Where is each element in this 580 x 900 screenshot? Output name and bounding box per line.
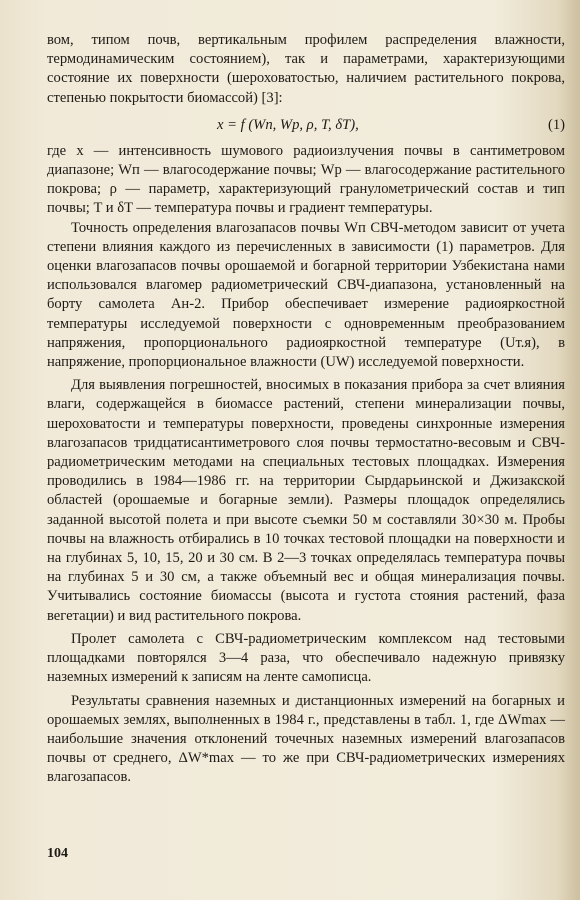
page-body — [47, 31, 565, 788]
paragraph-continuation: вом, типом почв, вертикальным профилем распределения влажности, термодинамическим состоянием), так и параметрами, характеризующими состояние их поверхности (шероховатостью, наличием растительного покрова, степенью покрытости биомассой) [3]: — [47, 32, 565, 106]
formula-expression: x = f (Wп, Wр, ρ, T, δT), — [217, 116, 359, 133]
paragraph-accuracy: Точность определения влагозапасов почвы Wп СВЧ-методом зависит от учета степени влияния каждого из перечисленных в зависимости (1) параметров. Для оценки влагозапасов почвы орошаемой и богарной территории Узбекистана нами использовался влагомер радиометрический СВЧ-диапазона, установленный на борту самолета Ан-2. Прибор обеспечивает измерение радиояркостной температуры исследуемой поверхности с одновременным преобразованием напряжения, пропорционального радиояркостной температуре (Uт.я), в напряжение, пропорциональное влажности (UW) исследуемой поверхности. — [47, 219, 565, 371]
paragraph-errors: Для выявления погрешностей, вносимых в показания прибора за счет влияния влаги, содержащейся в биомассе растений, степени минерализации почвы, шероховатости и температуры поверхности, проведены синхронные измерения влагозапасов тридцатисантиметрового слоя почвы термостатно-весовым и СВЧ-радиометрическим методами на специальных тестовых площадках. Измерения проводились в 1984—1986 гг. на территории Сырдарьинской и Джизакской областей (орошаемые и богарные земли). Размеры площадок определялись заданной высотой полета и при высоте съемки 50 м составляли 30×30 м. Пробы почвы на влажность отбирались в 10 точках тестовой площадки на поверхности и на глубинах 5, 10, 15, 20 и 30 см. В 2—3 точках определялась температура почвы на глубинах 5 и 30 см, а также объемный вес и общая минерализация почвы. Учитывались состояние биомассы (высота и густота стояния растений, фаза вегетации) и вид растительного покрова. — [47, 377, 565, 624]
page-number: 104 — [47, 846, 68, 861]
formula-line — [47, 116, 565, 136]
formula-number: (1) — [547, 116, 565, 133]
paragraph-variables: где x — интенсивность шумового радиоизлучения почвы в сантиметровом диапазоне; Wп — влагосодержание почвы; Wр — влагосодержание растительного покрова; ρ — параметр, характеризующий гранулометрический состав и тип почвы; T и δT — температура почвы и градиент температуры. — [47, 142, 565, 217]
paragraph-flight: Пролет самолета с СВЧ-радиометрическим комплексом над тестовыми площадками повторялся 3—4 раза, что обеспечивало надежную привязку наземных измерений к записям на ленте самописца. — [47, 630, 565, 686]
paragraph-results: Результаты сравнения наземных и дистанционных измерений на богарных и орошаемых землях, выполненных в 1984 г., представлены в табл. 1, где ΔWmax — наибольшие значения отклонений точечных наземных измерений влагозапасов почвы от среднего, ΔW*max — то же при СВЧ-радиометрических измерениях влагозапасов. — [47, 692, 565, 786]
